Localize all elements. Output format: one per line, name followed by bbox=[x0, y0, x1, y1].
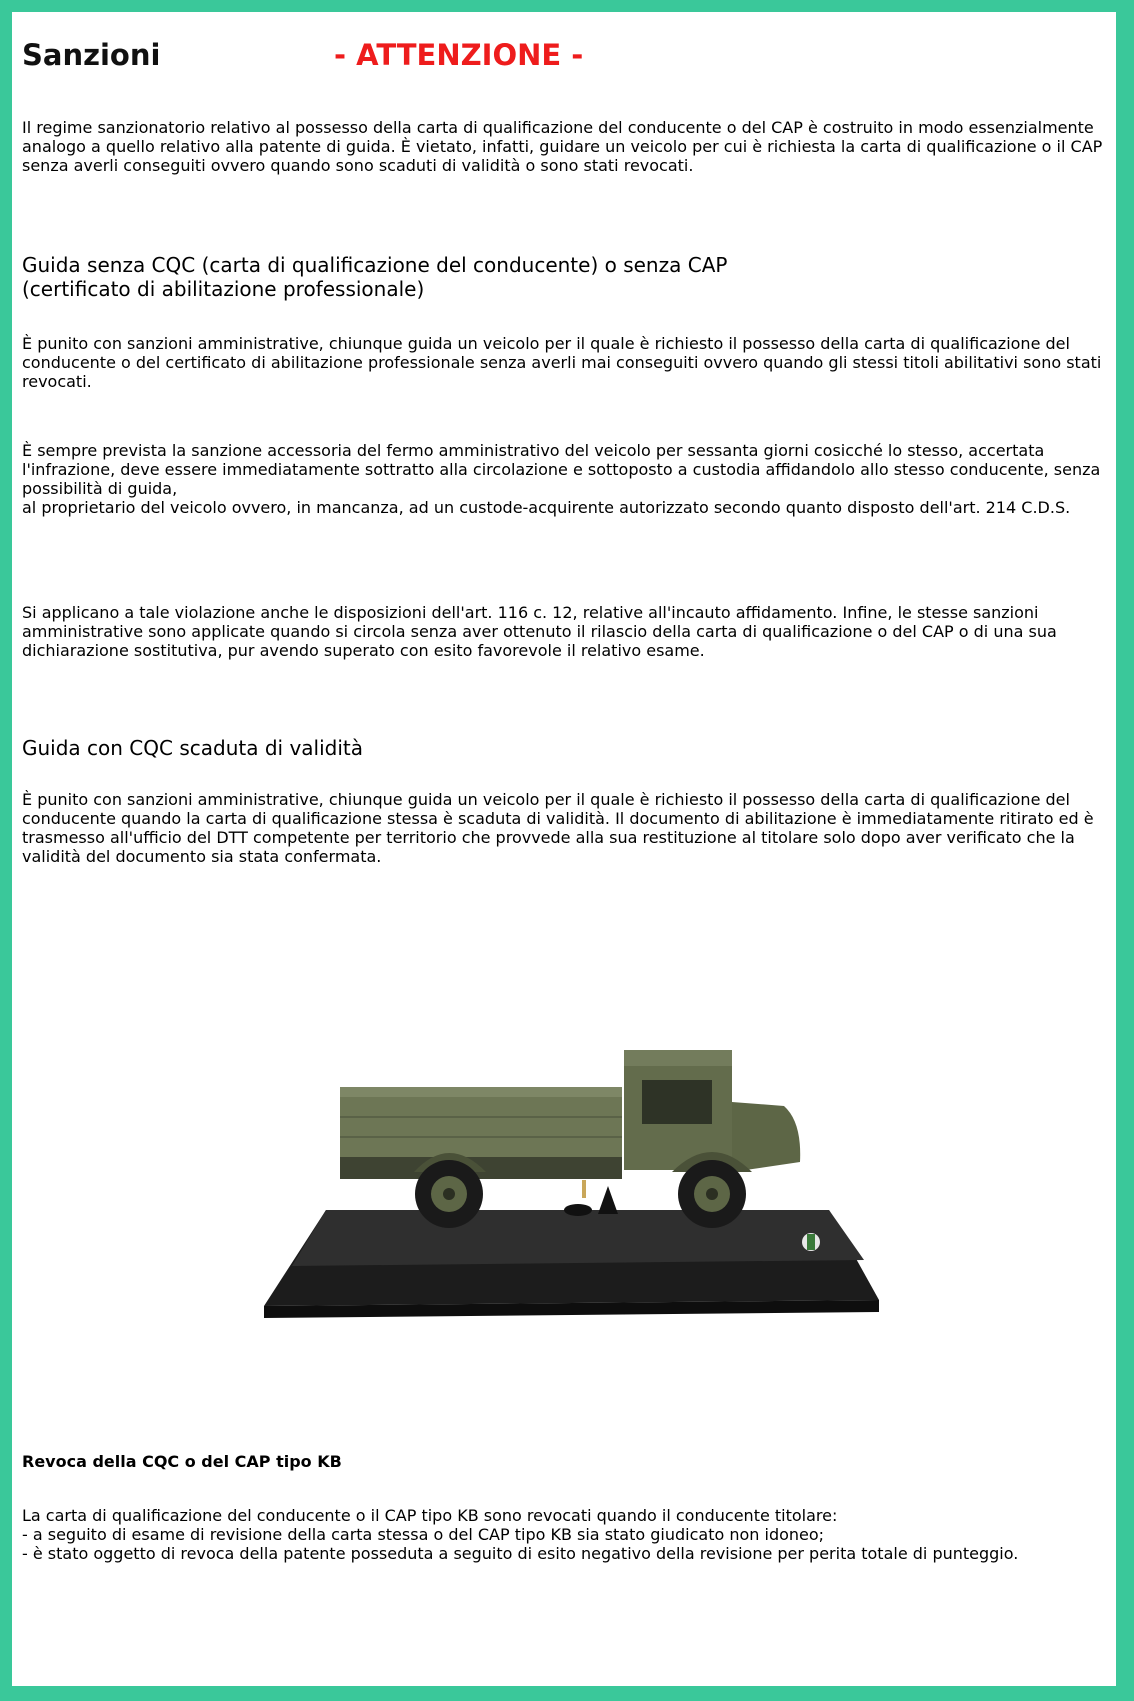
engine-hood bbox=[732, 1102, 800, 1172]
paragraph-line: - a seguito di esame di revisione della carta stessa o del CAP tipo KB sia stato giudicato non idoneo; bbox=[22, 1525, 825, 1544]
paragraph-affidamento: Si applicano a tale violazione anche le disposizioni dell'art. 116 c. 12, relative all'incauto affidamento. Infine, le stesse sanzioni amministrative sono applicate quando si circola senza aver ottenuto il rilascio della carta di qualificazione o del CAP o di una sua dichiarazione sostitutiva, pur avendo superato con esito favorevole il relativo esame. bbox=[22, 603, 1057, 660]
section-subtitle-expired: Guida con CQC scaduta di validità bbox=[22, 736, 363, 760]
paragraph-line: È sempre prevista la sanzione accessoria del fermo amministrativo del veicolo per sessanta giorni cosicché lo stesso, accertata l'infrazione, deve essere immediatamente sottratto alla circolazione e sottoposto a custodia affidandolo allo stesso conducente, senza possibilità di guida, bbox=[22, 441, 1101, 498]
paragraph-line: La carta di qualificazione del conducente o il CAP tipo KB sono revocati quando il conducente titolare: bbox=[22, 1506, 838, 1525]
paragraph-line: - è stato oggetto di revoca della patente posseduta a seguito di esito negativo della revisione per perita totale di punteggio. bbox=[22, 1544, 1019, 1563]
section-subtitle-line: (certificato di abilitazione professionale) bbox=[22, 277, 425, 301]
page-title: Sanzioni bbox=[22, 38, 161, 72]
paragraph-expired: È punito con sanzioni amministrative, chiunque guida un veicolo per il quale è richiesto il possesso della carta di qualificazione del conducente quando la carta di qualificazione stessa è scaduta di validità. Il documento di abilitazione è immediatamente ritirato ed è trasmesso all'ufficio del DTT competente per territorio che provvede alla sua restituzione al titolare solo dopo aver verificato che la validità del documento sia stata confermata. bbox=[22, 790, 1094, 866]
display-base-top bbox=[292, 1210, 864, 1266]
cab-window bbox=[642, 1080, 712, 1124]
warning-heading: - ATTENZIONE - bbox=[334, 38, 584, 72]
section-subtitle-no-cqc bbox=[22, 253, 1114, 301]
paragraph-line: al proprietario del veicolo ovvero, in mancanza, ad un custode-acquirente autorizzato secondo quanto disposto dell'art. 214 C.D.S. bbox=[22, 498, 1071, 517]
cargo-bed bbox=[340, 1087, 622, 1157]
section-subtitle-line: Guida senza CQC (carta di qualificazione del conducente) o senza CAP bbox=[22, 253, 728, 277]
document-page bbox=[12, 12, 1116, 1686]
paragraph-revoca bbox=[22, 1506, 1114, 1563]
header-row bbox=[22, 38, 1102, 78]
section-subtitle-revoca: Revoca della CQC o del CAP tipo KB bbox=[22, 1452, 342, 1471]
intro-paragraph: Il regime sanzionatorio relativo al possesso della carta di qualificazione del conducente o del CAP è costruito in modo essenzialmente analogo a quello relativo alla patente di guida. È vietato, infatti, guidare un veicolo per cui è richiesta la carta di qualificazione o il CAP senza averli conseguiti ovvero quando sono scaduti di validità o sono stati revocati. bbox=[22, 118, 1103, 175]
truck-model-image bbox=[264, 1022, 890, 1320]
paragraph-penalty: È punito con sanzioni amministrative, chiunque guida un veicolo per il quale è richiesto il possesso della carta di qualificazione del conducente o del certificato di abilitazione professionale senza averli mai conseguiti ovvero quando gli stessi titoli abilitativi sono stati revocati. bbox=[22, 334, 1102, 391]
paragraph-fermo bbox=[22, 441, 1114, 517]
